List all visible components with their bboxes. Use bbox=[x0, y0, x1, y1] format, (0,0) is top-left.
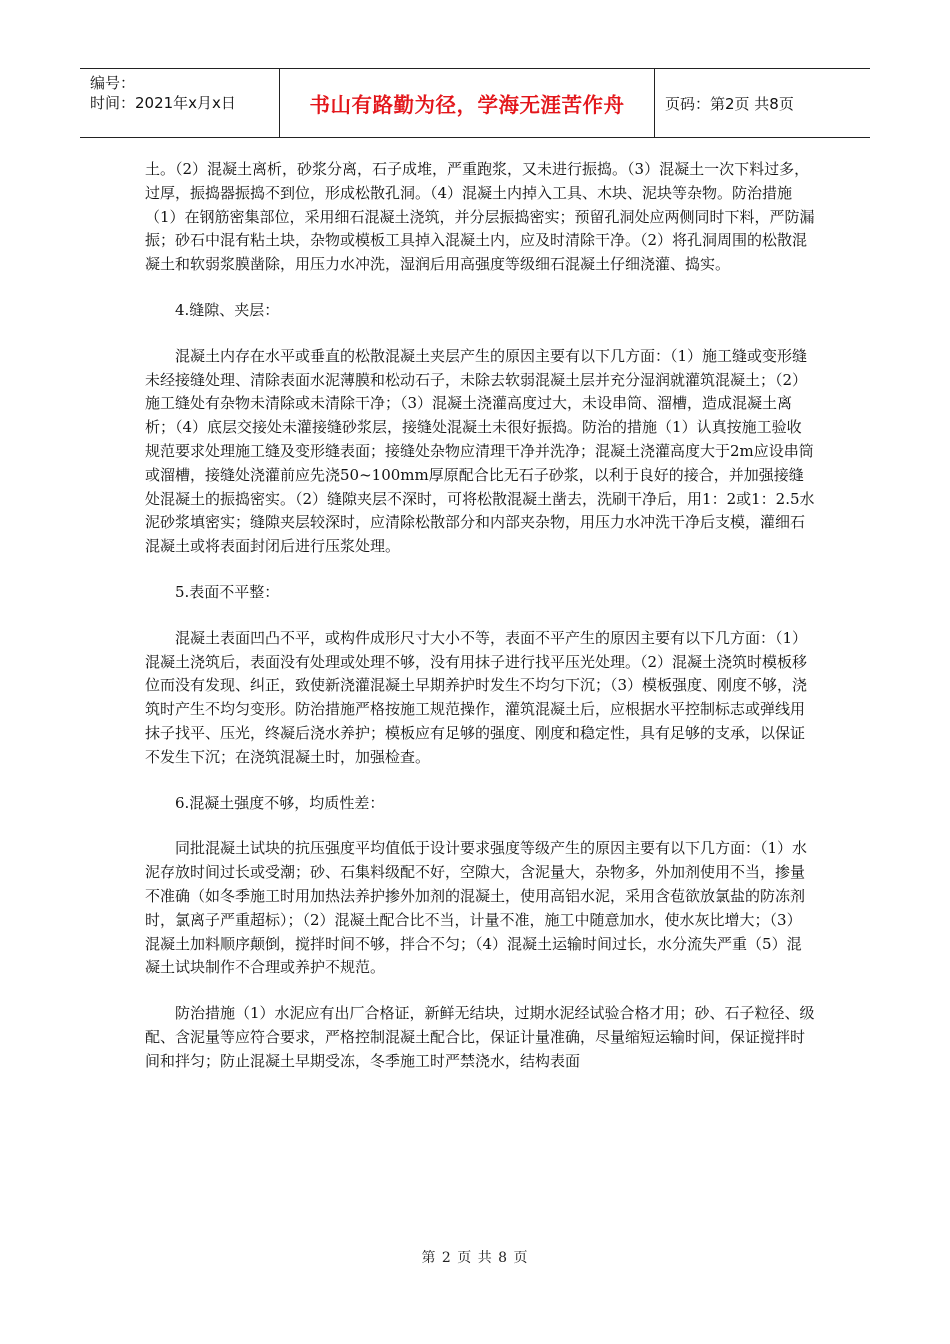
section-heading-gaps: 4.缝隙、夹层： bbox=[175, 300, 280, 319]
paragraph-gaps: 混凝土内存在水平或垂直的松散混凝土夹层产生的原因主要有以下几方面：（1）施工缝或变形缝未经接缝处理、清除表面水泥薄膜和松动石子，未除去软弱混凝土层并充分湿润就灌筑混凝土；（2）施工缝处有杂物未清除或未清除干净；（3）混凝土浇灌高度过大，未设串筒、溜槽，造成混凝土离析；（4）底层交接处未灌接缝砂浆层，接缝处混凝土未很好振捣。防治的措施（1）认真按施工验收规范要求处理施工缝及变形缝表面；接缝处杂物应清理干净并洗净；混凝土浇灌高度大于2m应设串筒或溜槽，接缝处浇灌前应先浇50~100mm厚原配合比无石子砂浆，以利于良好的接合，并加强接缝处混凝土的振捣密实。（2）缝隙夹层不深时，可将松散混凝土凿去，洗刷干净后，用1：2或1：2.5水泥砂浆填密实；缝隙夹层较深时，应清除松散部分和内部夹杂物，用压力水冲洗干净后支模，灌细石混凝土或将表面封闭后进行压浆处理。 bbox=[145, 346, 815, 556]
header-meta bbox=[80, 69, 280, 137]
page-header bbox=[80, 68, 870, 138]
section-heading-uneven-surface: 5.表面不平整： bbox=[175, 582, 280, 601]
paragraph-uneven-surface: 混凝土表面凹凸不平，或构件成形尺寸大小不等，表面不平产生的原因主要有以下几方面：（1）混凝土浇筑后，表面没有处理或处理不够，没有用抹子进行找平压光处理。（2）混凝土浇筑时模板移位而没有发现、纠正，致使新浇灌混凝土早期养护时发生不均匀下沉；（3）模板强度、刚度不够，浇筑时产生不均匀变形。防治措施严格按施工规范操作，灌筑混凝土后，应根据水平控制标志或弹线用抹子找平、压光，终凝后浇水养护；模板应有足够的强度、刚度和稳定性，具有足够的支承，以保证不发生下沉；在浇筑混凝土时，加强检查。 bbox=[145, 628, 808, 766]
header-page-info: 页码：第2页 共8页 bbox=[665, 94, 794, 113]
section-heading-strength: 6.混凝土强度不够，均质性差： bbox=[175, 793, 385, 812]
document-number-label: 编号： bbox=[90, 74, 136, 92]
paragraph-holes-continued: 土。（2）混凝土离析，砂浆分离，石子成堆，严重跑浆，又未进行振捣。（3）混凝土一次下料过多，过厚，振捣器振捣不到位，形成松散孔洞。（4）混凝土内掉入工具、木块、泥块等杂物。防治措施（1）在钢筋密集部位，采用细石混凝土浇筑，并分层振捣密实；预留孔洞处应两侧同时下料，严防漏振；砂石中混有粘土块，杂物或模板工具掉入混凝土内，应及时清除干净。（2）将孔洞周围的松散混凝土和软弱浆膜凿除，用压力水冲洗，湿润后用高强度等级细石混凝土仔细浇灌、捣实。 bbox=[145, 160, 815, 274]
header-motto: 书山有路勤为径，学海无涯苦作舟 bbox=[280, 69, 655, 137]
paragraph-strength-measures: 防治措施（1）水泥应有出厂合格证，新鲜无结块，过期水泥经试验合格才用；砂、石子粒径、级配、含泥量等应符合要求，严格控制混凝土配合比，保证计量准确，尽量缩短运输时间，保证搅拌时间和拌匀；防止混凝土早期受冻，冬季施工时严禁浇水，结构表面 bbox=[145, 1004, 815, 1070]
paragraph-strength-causes: 同批混凝土试块的抗压强度平均值低于设计要求强度等级产生的原因主要有以下几方面：（1）水泥存放时间过长或受潮；砂、石集料级配不好，空隙大，含泥量大，杂物多，外加剂使用不当，掺量不准确（如冬季施工时用加热法养护掺外加剂的混凝土，使用高铝水泥，采用含苞欲放氯盐的防冻剂时，氯离子严重超标）；（2）混凝土配合比不当，计量不准，施工中随意加水，使水灰比增大；（3）混凝土加料顺序颠倒，搅拌时间不够，拌合不匀；（4）混凝土运输时间过长，水分流失严重（5）混凝土试块制作不合理或养护不规范。 bbox=[145, 839, 808, 977]
document-body bbox=[145, 158, 815, 1096]
document-date: 时间：2021年x月x日 bbox=[90, 94, 236, 112]
page-footer: 第 2 页 共 8 页 bbox=[421, 1250, 529, 1266]
